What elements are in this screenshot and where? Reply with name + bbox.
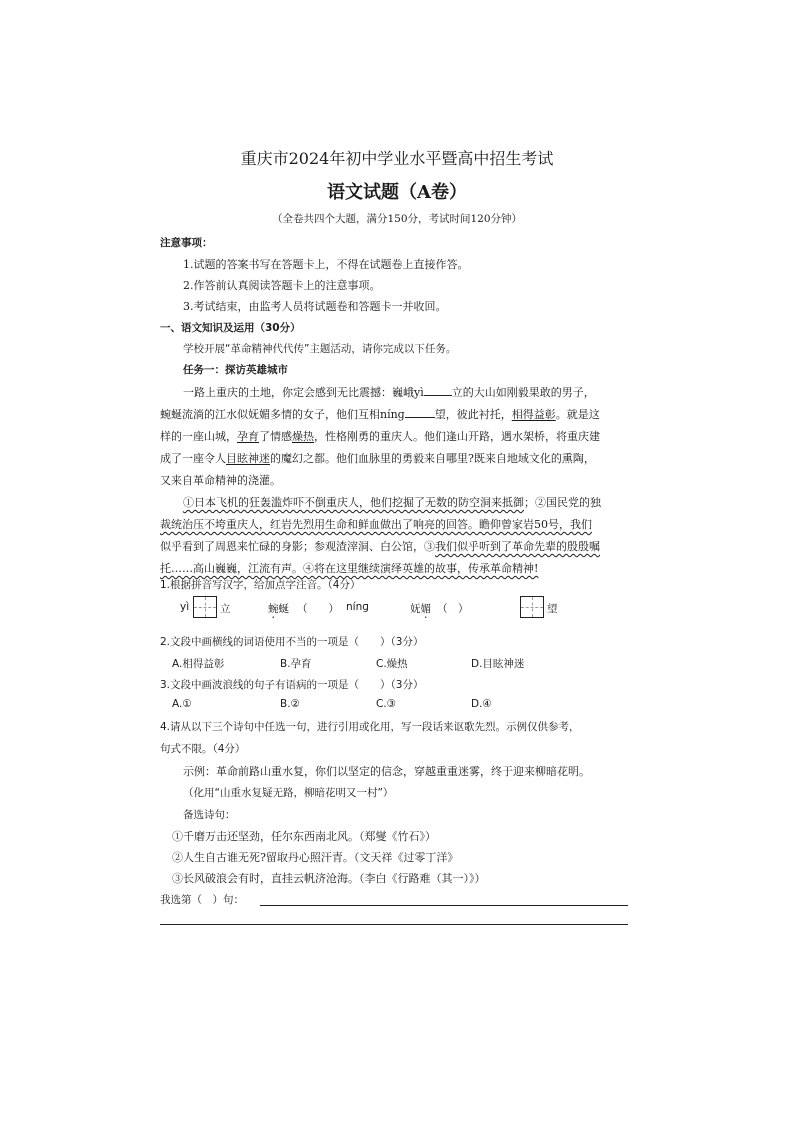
passage-line xyxy=(160,450,595,466)
passage-text: 成了一座令人 xyxy=(160,452,226,465)
fill-blank[interactable] xyxy=(405,416,435,418)
passage-line xyxy=(160,560,538,576)
underlined-word-d: 目眩神迷 xyxy=(226,452,270,465)
passage-line xyxy=(160,538,600,554)
passage-line xyxy=(183,494,601,510)
paper-subtitle: 语文试题（A卷） xyxy=(327,182,467,203)
char: 蜒 xyxy=(278,603,289,615)
poem-item: ①千磨万击还坚劲，任尔东西南北风。（郑燮《竹石》） xyxy=(172,830,436,843)
underlined-word-a: 相得益彰 xyxy=(511,408,556,421)
answer-line-1[interactable] xyxy=(260,905,628,906)
passage-text: 的魔幻之都。他们血脉里的勇毅来自哪里?既来自地域文化的熏陶， xyxy=(270,452,595,465)
underlined-word-b: 孕育 xyxy=(237,430,259,443)
passage-line xyxy=(160,428,600,444)
option-d[interactable]: D.目眩神迷 xyxy=(471,658,525,670)
passage-text: 一路上重庆的土地，你定会感到无比震撼：巍峨yì xyxy=(183,386,424,399)
dotted-char: 蜿 xyxy=(268,603,279,615)
option-b[interactable]: B.孕育 xyxy=(280,658,312,670)
wavy-sentence-2: 裁统治压不垮重庆人，红岩先烈用生命和鲜血做出了响亮的回答。瞻仰曾家岩50号，我们 xyxy=(160,518,592,531)
char-li: 立 xyxy=(220,603,231,615)
passage-text: 蜿蜒流淌的江水似妩媚多情的女子，他们互相nínɡ xyxy=(160,408,405,421)
notice-item: 3.考试结束，由监考人员将试题卷和答题卡一并收回。 xyxy=(183,300,447,313)
option-a[interactable]: A.相得益彰 xyxy=(172,658,225,670)
answer-label: 我选第（ ）句： xyxy=(160,894,244,906)
wavy-sentence-1: ①日本飞机的狂轰滥炸吓不倒重庆人，他们挖掘了无数的防空洞来抵御 xyxy=(183,496,524,509)
example-note: （化用“山重水复疑无路，柳暗花明又一村”） xyxy=(183,787,394,799)
passage-text: 样的一座山城， xyxy=(160,430,237,443)
underlined-word-c: 燥热 xyxy=(292,430,314,443)
answer-line-2[interactable] xyxy=(160,924,628,925)
exam-title: 重庆市2024年初中学业水平暨高中招生考试 xyxy=(240,149,554,168)
example-text: 示例：革命前路山重水复，你们以坚定的信念，穿越重重迷雾，终于迎来柳暗花明。 xyxy=(183,765,590,778)
option-a[interactable]: A.① xyxy=(172,698,192,710)
candidates-label: 备选诗句： xyxy=(183,809,236,821)
passage-text: ；②国民党的独 xyxy=(524,496,601,509)
option-c[interactable]: C.燥热 xyxy=(376,658,408,670)
notice-heading: 注意事项： xyxy=(160,237,213,249)
passage-line xyxy=(183,384,595,400)
wavy-sentence-4: 托……高山巍巍，江流有声。④将在这里继续演绎英雄的故事，传承革命精神! xyxy=(160,562,539,575)
word-wanyan xyxy=(268,601,289,621)
poem-item: ③长风破浪会有时，直挂云帆济沧海。（李白《行路难（其一）》） xyxy=(172,872,486,885)
question-4-stem-cont: 句式不限。（4分） xyxy=(160,743,246,755)
question-2-stem: 2.文段中画横线的词语使用不当的一项是（ ）（3分） xyxy=(160,636,424,648)
wavy-sentence-3: 我们似乎听到了革命先辈的殷殷嘱 xyxy=(435,540,600,553)
passage-text: 。就是这 xyxy=(555,408,600,421)
poem-item: ②人生自古谁无死?留取丹心照汗青。（文天祥《过零丁洋》 xyxy=(172,851,459,864)
passage-line: 又来自革命精神的浇灌。 xyxy=(160,474,281,487)
answer-paren-wumei[interactable]: （ ） xyxy=(437,603,469,615)
option-c[interactable]: C.③ xyxy=(376,698,397,710)
passage-text: 了情感 xyxy=(259,430,292,443)
task-heading: 任务一：探访英雄城市 xyxy=(183,364,288,376)
notice-item: 2.作答前认真阅读答题卡上的注意事项。 xyxy=(183,279,381,292)
pinyin-ning: nínɡ xyxy=(346,601,369,613)
option-b[interactable]: B.② xyxy=(280,698,300,710)
char: 妩 xyxy=(410,603,421,615)
passage-text: 立的大山如刚毅果敢的男子， xyxy=(451,386,595,399)
dotted-char: 媚 xyxy=(420,603,431,615)
section-intro: 学校开展“革命精神代代传”主题活动，请你完成以下任务。 xyxy=(183,343,457,355)
section-heading: 一、语文知识及运用（30分） xyxy=(160,322,301,334)
answer-box-ning[interactable] xyxy=(520,596,544,618)
passage-text: 望，彼此衬托， xyxy=(434,408,512,421)
fill-blank[interactable] xyxy=(424,394,452,396)
word-wumei xyxy=(410,601,431,621)
char-wang: 望 xyxy=(547,603,558,615)
passage-text: ，性格刚勇的重庆人。他们逢山开路，遇水架桥，将重庆建 xyxy=(314,430,600,443)
answer-box-yi[interactable] xyxy=(193,596,217,618)
option-d[interactable]: D.④ xyxy=(471,698,492,710)
passage-line xyxy=(160,516,592,532)
pinyin-yi: yì xyxy=(180,601,190,613)
notice-item: 1.试题的答案书写在答题卡上，不得在试题卷上直接作答。 xyxy=(183,258,469,271)
question-4-stem: 4.请从以下三个诗句中任选一句，进行引用或化用，写一段话来讴歌先烈。示例仅供参考， xyxy=(160,721,580,733)
exam-info: （全卷共四个大题，满分150分，考试时间120分钟） xyxy=(271,213,523,225)
answer-paren-wanyan[interactable]: （ ） xyxy=(297,603,339,615)
question-1-stem: 1.根据拼音写汉字，给加点字注音。（4分） xyxy=(160,579,361,591)
question-3-stem: 3.文段中画波浪线的句子有语病的一项是（ ）（3分） xyxy=(160,679,424,691)
passage-text: 似乎看到了周恩来忙碌的身影；参观渣滓洞、白公馆，③ xyxy=(160,540,435,553)
passage-line xyxy=(160,406,600,422)
